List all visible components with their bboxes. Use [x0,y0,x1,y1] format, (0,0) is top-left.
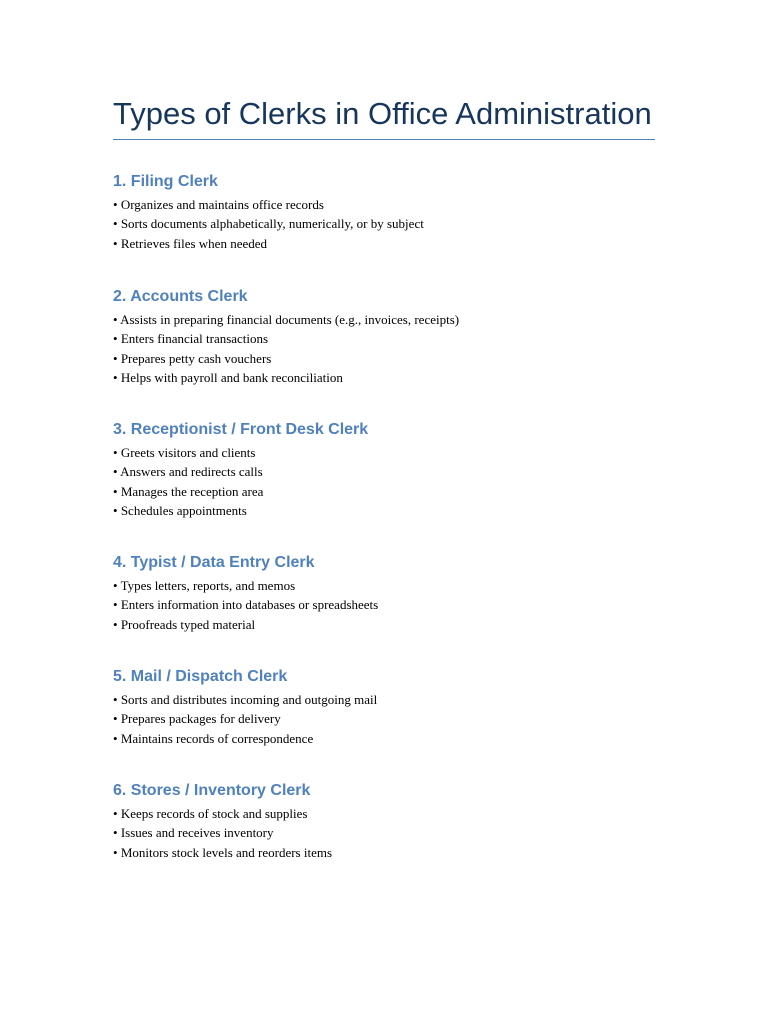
bullet-icon: • [113,312,118,327]
bullet-icon: • [113,483,118,499]
list-item [113,462,655,481]
bullet-icon: • [113,806,118,821]
bullet-list [113,443,655,520]
list-item-text: Sorts documents alphabetically, numerically, or by subject [120,216,424,232]
list-item [113,595,655,614]
bullet-list [113,804,655,862]
list-item-text: Keeps records of stock and supplies [120,806,308,821]
section-4 [113,553,655,634]
list-item-text: Schedules appointments [120,502,247,518]
list-item-text: Enters financial transactions [120,331,269,347]
list-item-text: Answers and redirects calls [120,464,263,480]
list-item-text: Sorts and distributes incoming and outgoing mail [120,692,378,707]
section-2 [113,287,655,387]
list-item [113,482,655,501]
bullet-list [113,310,655,387]
document-title: Types of Clerks in Office Administration [113,92,655,140]
bullet-icon: • [113,235,118,251]
list-item-text: Enters information into databases or spreadsheets [120,597,379,613]
sections-container [113,172,655,862]
list-item [113,195,655,214]
bullet-icon: • [113,216,118,232]
list-item-text: Organizes and maintains office records [120,197,324,212]
list-item [113,823,655,842]
list-item-text: Manages the reception area [120,483,264,499]
bullet-icon: • [113,597,118,613]
list-item [113,349,655,368]
section-heading: 6. Stores / Inventory Clerk [113,782,311,799]
list-item-text: Monitors stock levels and reorders items [120,844,333,860]
bullet-icon: • [113,578,118,593]
list-item [113,501,655,520]
list-item [113,329,655,348]
bullet-icon: • [113,730,118,746]
list-item-text: Issues and receives inventory [120,825,274,841]
list-item [113,804,655,823]
list-item-text: Proofreads typed material [120,616,256,632]
bullet-icon: • [113,197,118,212]
list-item-text: Types letters, reports, and memos [120,578,296,593]
list-item [113,214,655,233]
list-item-text: Maintains records of correspondence [120,730,314,746]
section-5 [113,667,655,748]
bullet-icon: • [113,502,118,518]
bullet-icon: • [113,825,118,841]
section-6 [113,781,655,862]
list-item-text: Greets visitors and clients [120,445,256,460]
list-item-text: Prepares packages for delivery [120,711,281,727]
section-3 [113,420,655,520]
bullet-icon: • [113,369,118,385]
list-item [113,368,655,387]
section-heading: 5. Mail / Dispatch Clerk [113,668,288,685]
bullet-list [113,690,655,748]
bullet-icon: • [113,692,118,707]
list-item [113,690,655,709]
list-item-text: Assists in preparing financial documents (e.g., invoices, receipts) [120,312,460,327]
bullet-icon: • [113,711,118,727]
section-heading: 2. Accounts Clerk [113,288,248,305]
section-heading: 1. Filing Clerk [113,173,218,190]
list-item [113,310,655,329]
list-item [113,234,655,253]
bullet-list [113,576,655,634]
bullet-list [113,195,655,253]
list-item [113,576,655,595]
bullet-icon: • [113,464,118,480]
list-item [113,729,655,748]
list-item [113,843,655,862]
document-page [113,92,655,862]
bullet-icon: • [113,350,118,366]
bullet-icon: • [113,616,118,632]
section-heading: 4. Typist / Data Entry Clerk [113,554,315,571]
list-item [113,615,655,634]
list-item-text: Helps with payroll and bank reconciliation [120,369,343,385]
bullet-icon: • [113,844,118,860]
list-item-text: Prepares petty cash vouchers [120,350,272,366]
list-item [113,443,655,462]
bullet-icon: • [113,445,118,460]
section-heading: 3. Receptionist / Front Desk Clerk [113,421,369,438]
list-item-text: Retrieves files when needed [120,235,268,251]
bullet-icon: • [113,331,118,347]
section-1 [113,172,655,253]
list-item [113,709,655,728]
